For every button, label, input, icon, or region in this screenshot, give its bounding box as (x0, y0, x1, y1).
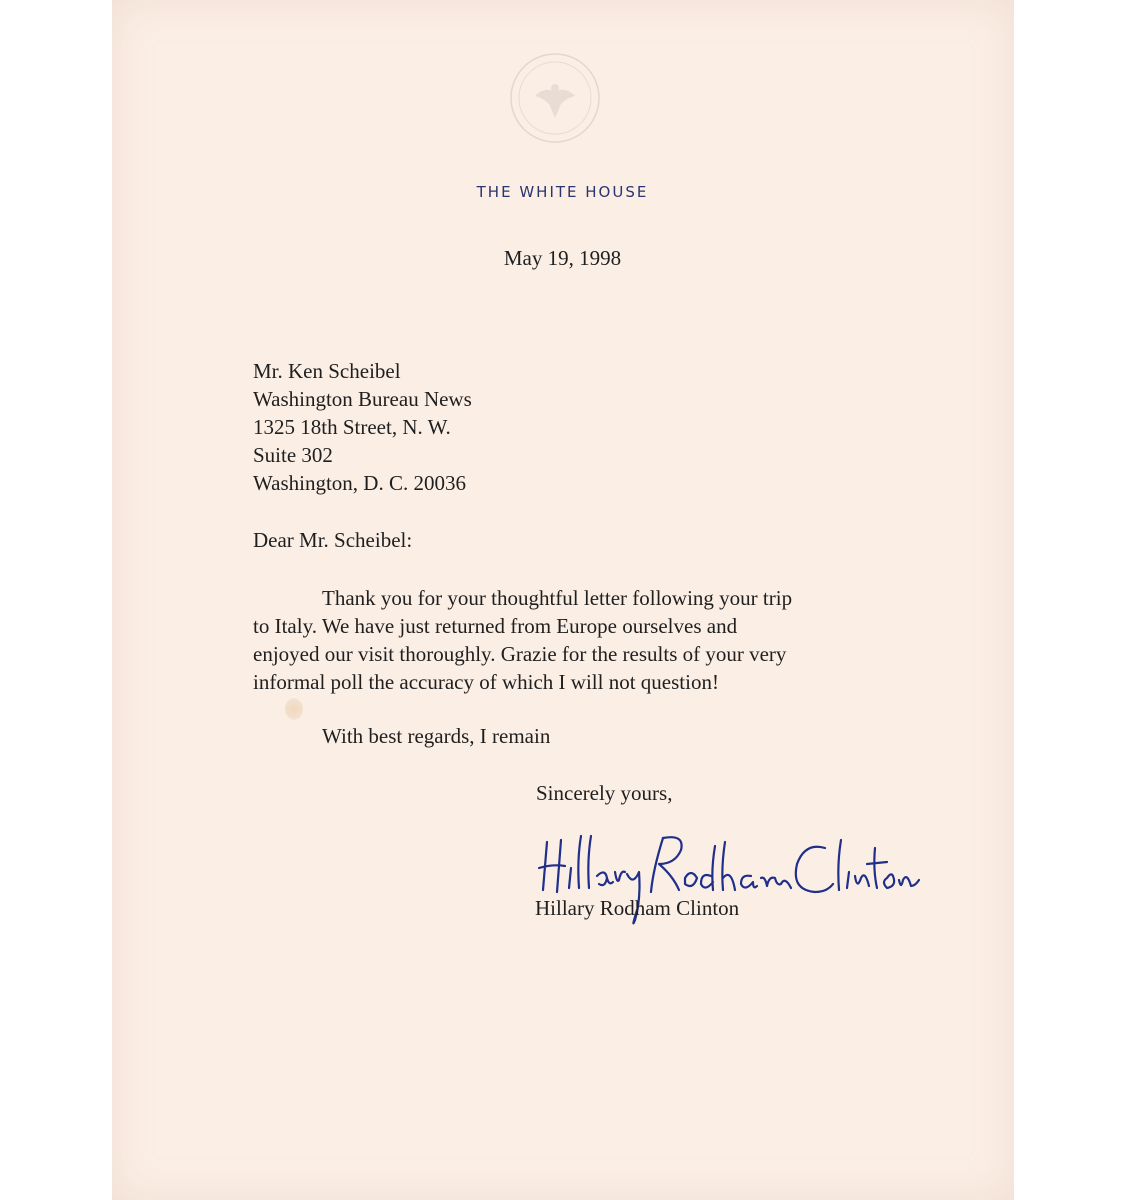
body-line: Thank you for your thoughtful letter following your trip (322, 586, 793, 610)
address-line: Suite 302 (253, 443, 333, 467)
handwritten-signature (535, 820, 920, 950)
letter-date: May 19, 1998 (503, 246, 622, 270)
body-line: informal poll the accuracy of which I will not question! (253, 670, 719, 694)
salutation: Dear Mr. Scheibel: (253, 528, 413, 552)
body-line: to Italy. We have just returned from Europe ourselves and (253, 614, 738, 638)
letterhead-title: THE WHITE HOUSE (476, 183, 649, 201)
address-line: Mr. Ken Scheibel (253, 359, 401, 383)
paper-stain (285, 698, 303, 720)
signer-name: Hillary Rodham Clinton (535, 896, 740, 920)
address-line: Washington Bureau News (253, 387, 472, 411)
body-line: enjoyed our visit thoroughly. Grazie for the results of your very (253, 642, 787, 666)
address-line: 1325 18th Street, N. W. (253, 415, 451, 439)
presidential-seal-icon (505, 48, 605, 148)
closing-remark: With best regards, I remain (322, 724, 551, 748)
complimentary-close: Sincerely yours, (536, 781, 673, 805)
address-line: Washington, D. C. 20036 (253, 471, 466, 495)
